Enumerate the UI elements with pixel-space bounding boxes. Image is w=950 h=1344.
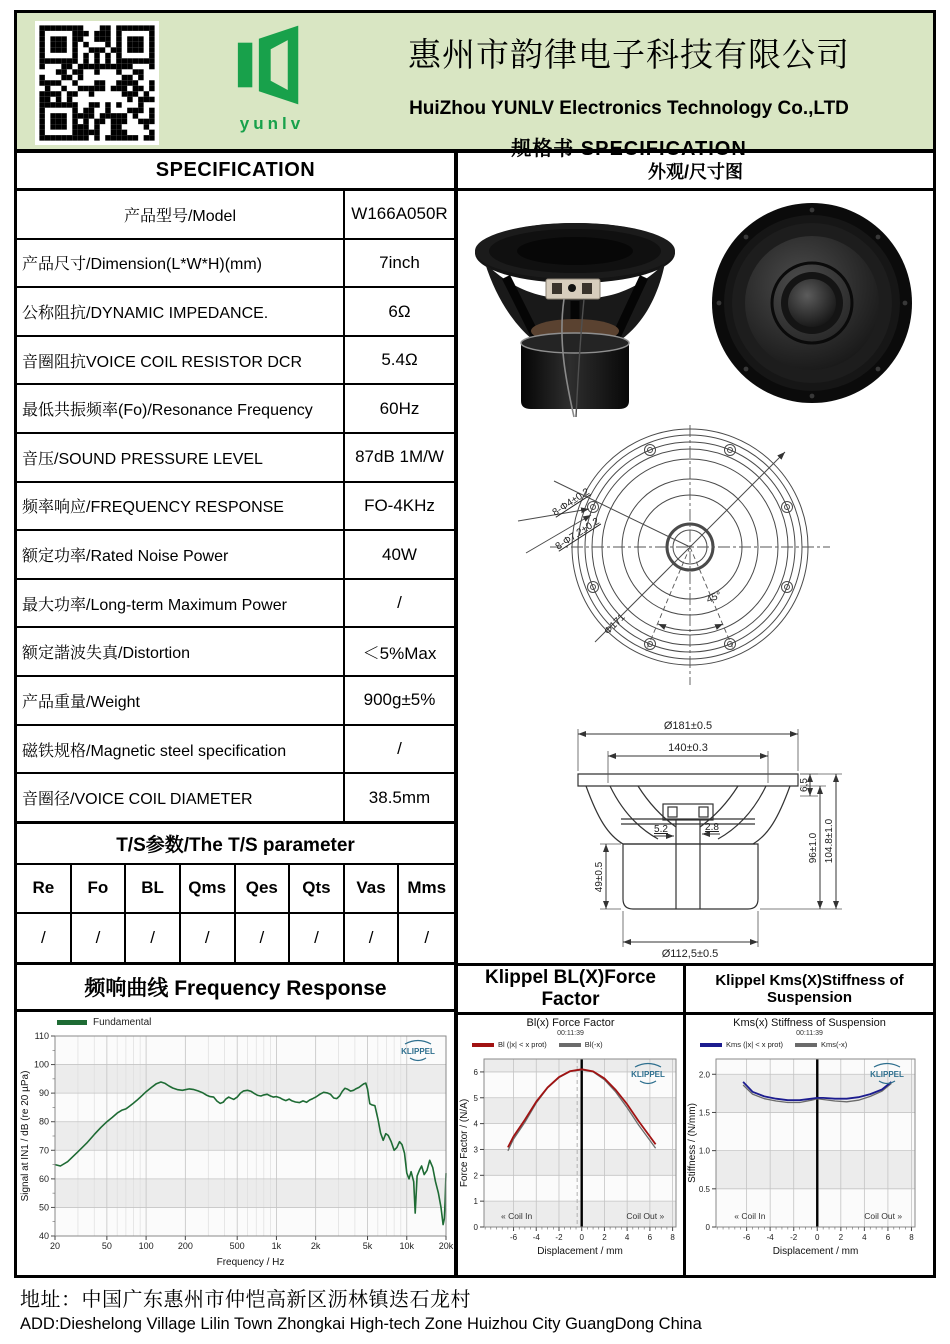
front-dimension-drawing [458, 423, 929, 701]
dim-label-mount-holes: 8-Φ4±0.2 [550, 486, 592, 519]
dim-label-flange-thickness: 6,5 [799, 778, 810, 792]
spec-label: 最低共振频率(Fo)/Resonance Frequency [17, 385, 345, 432]
svg-text:4: 4 [624, 1233, 630, 1242]
spec-label: 磁铁规格/Magnetic steel specification [17, 726, 345, 773]
svg-text:4: 4 [862, 1233, 867, 1242]
svg-text:6: 6 [885, 1233, 891, 1242]
svg-text:« Coil In: « Coil In [501, 1211, 533, 1221]
svg-text:Force Factor / (N/A): Force Factor / (N/A) [459, 1098, 470, 1188]
svg-text:-6: -6 [509, 1233, 518, 1242]
table-row [17, 434, 454, 483]
footer [20, 1283, 940, 1334]
ts-header: Vas [345, 865, 400, 914]
dim-label-diameter: Φ171 [602, 611, 628, 638]
spec-value: 5.4Ω [381, 350, 418, 370]
spec-value: W166A050R [351, 204, 448, 224]
dim-label-gap2: 2.8 [705, 822, 719, 833]
chart-legend [19, 1014, 454, 1030]
kms-panel [686, 966, 933, 1275]
spec-label: 产品尺寸/Dimension(L*W*H)(mm) [17, 240, 345, 287]
svg-text:Coil Out »: Coil Out » [626, 1211, 665, 1221]
dim-label-inner-diameter: 140±0.3 [668, 742, 708, 754]
svg-text:100: 100 [33, 1059, 49, 1070]
svg-text:-6: -6 [743, 1233, 751, 1242]
frequency-response-chart [17, 1012, 454, 1275]
svg-text:-4: -4 [766, 1233, 774, 1242]
svg-text:KLIPPEL: KLIPPEL [631, 1070, 665, 1079]
ts-header: BL [126, 865, 181, 914]
ts-header: Qms [181, 865, 236, 914]
table-row [17, 628, 454, 677]
spec-value: 38.5mm [368, 787, 431, 807]
dim-label-body-height: 96±1.0 [808, 832, 819, 864]
dim-label-magnet-height: 49±0.5 [594, 861, 605, 893]
spec-label: 公称阻抗/DYNAMIC IMPEDANCE. [17, 288, 345, 335]
spec-rows [17, 191, 454, 821]
svg-text:80: 80 [38, 1116, 49, 1127]
legend-item: Fundamental [57, 1017, 151, 1028]
svg-text:0: 0 [473, 1223, 478, 1232]
svg-text:60: 60 [38, 1173, 49, 1184]
ts-header: Re [17, 865, 72, 914]
spec-value: 7inch [379, 252, 420, 272]
spec-label: 产品重量/Weight [17, 677, 345, 724]
kms-chart [686, 1015, 933, 1275]
svg-text:90: 90 [38, 1088, 49, 1099]
bl-plot [458, 1051, 684, 1257]
legend-item: Bl (|x| < x prot) [472, 1040, 547, 1049]
table-row [17, 774, 454, 821]
kms-panel-title: Klippel Kms(X)Stiffness of Suspension [686, 966, 933, 1015]
ts-header: Qes [236, 865, 291, 914]
legend-item: Kms (|x| < x prot) [700, 1040, 783, 1049]
doc-title: 规格书 SPECIFICATION [511, 138, 747, 160]
svg-text:70: 70 [38, 1145, 49, 1156]
table-row [17, 288, 454, 337]
ts-parameter-title: T/S参数/The T/S parameter [17, 821, 454, 865]
svg-text:2: 2 [602, 1233, 607, 1242]
svg-text:6: 6 [473, 1067, 478, 1077]
svg-text:1.5: 1.5 [698, 1108, 710, 1118]
spec-label: 最大功率/Long-term Maximum Power [17, 580, 345, 627]
svg-text:« Coil In: « Coil In [734, 1211, 766, 1221]
svg-text:0: 0 [579, 1233, 584, 1242]
table-row [17, 531, 454, 580]
spec-label: 频率响应/FREQUENCY RESPONSE [17, 483, 345, 530]
appearance-pane [458, 153, 933, 1275]
ts-value: / [126, 914, 181, 963]
appearance-title: 外观/尺寸图 [458, 153, 933, 191]
svg-text:Displacement / mm: Displacement / mm [537, 1246, 623, 1257]
klippel-panels [458, 963, 933, 1275]
svg-text:500: 500 [229, 1241, 245, 1251]
svg-text:20k: 20k [438, 1241, 454, 1251]
svg-text:0: 0 [815, 1233, 820, 1242]
logo-text: yunlv [239, 114, 305, 133]
product-photos [458, 191, 933, 423]
table-row [17, 726, 454, 775]
svg-text:6: 6 [647, 1233, 653, 1242]
ts-parameter-table [17, 865, 454, 962]
svg-text:8: 8 [909, 1233, 914, 1242]
ts-value: / [17, 914, 72, 963]
address-cn: 地址：中国广东惠州市仲恺高新区沥林镇迭石龙村 [20, 1289, 471, 1311]
kms-chart-title: Kms(x) Stiffness of Suspension [733, 1017, 886, 1029]
ts-value: / [72, 914, 127, 963]
ts-header: Fo [72, 865, 127, 914]
bl-chart-time: 00:11:39 [557, 1030, 584, 1037]
spec-label: 音圈径/VOICE COIL DIAMETER [17, 774, 345, 821]
chart-legend [686, 1037, 933, 1051]
svg-text:-2: -2 [555, 1233, 563, 1242]
ts-value: / [236, 914, 291, 963]
ts-header: Mms [399, 865, 454, 914]
svg-text:2: 2 [473, 1171, 478, 1181]
dim-label-gap1: 5.2 [654, 824, 668, 835]
svg-text:2.0: 2.0 [698, 1070, 710, 1080]
svg-text:KLIPPEL: KLIPPEL [401, 1047, 435, 1056]
chart-legend [458, 1037, 683, 1051]
spec-value: / [397, 739, 402, 758]
dim-label-total-height: 104.8±1.0 [824, 818, 835, 864]
speaker-photo-side [458, 191, 693, 423]
ts-value: / [290, 914, 345, 963]
company-name-en: HuiZhou YUNLV Electronics Technology Co.,LTD [409, 98, 849, 119]
bl-chart-title: Bl(x) Force Factor [526, 1017, 615, 1029]
ts-value: / [345, 914, 400, 963]
svg-text:50: 50 [101, 1241, 112, 1251]
main-table [14, 150, 936, 1278]
spec-value: ＜5%Max [362, 644, 437, 664]
spec-value: 6Ω [388, 301, 411, 321]
side-dimension-drawing [458, 701, 929, 963]
table-row [17, 580, 454, 629]
header [14, 10, 936, 160]
svg-text:4: 4 [473, 1119, 478, 1129]
svg-text:1.0: 1.0 [698, 1146, 710, 1156]
table-row [17, 677, 454, 726]
svg-text:100: 100 [138, 1241, 154, 1251]
spec-value: 40W [382, 544, 417, 564]
ts-value: / [424, 927, 430, 947]
dim-label-counterbore: 8-Φ7.2±0.2 [553, 515, 602, 553]
svg-text:-2: -2 [790, 1233, 798, 1242]
company-name-cn: 惠州市韵律电子科技有限公司 [408, 36, 850, 73]
spec-value: 60Hz [379, 398, 420, 418]
address-en: ADD:Dieshelong Village Lilin Town Zhongkai High-tech Zone Huizhou City GuangDong China [20, 1315, 702, 1333]
table-row [17, 240, 454, 289]
spec-label: 音圈阻抗VOICE COIL RESISTOR DCR [17, 337, 345, 384]
qr-code-image [35, 21, 159, 145]
svg-text:40: 40 [38, 1231, 49, 1241]
svg-text:Frequency / Hz: Frequency / Hz [216, 1257, 285, 1268]
company-logo [213, 23, 331, 149]
spec-value: 87dB 1M/W [355, 447, 444, 467]
spec-title: SPECIFICATION [17, 153, 454, 191]
svg-text:20: 20 [49, 1241, 61, 1251]
dim-label-outer-diameter: Ø181±0.5 [663, 720, 713, 732]
legend-item: Kms(-x) [795, 1040, 847, 1049]
speaker-photo-front [693, 191, 929, 423]
spec-label: 产品型号/Model [17, 191, 345, 238]
table-row [17, 191, 454, 240]
svg-text:Coil Out »: Coil Out » [864, 1211, 903, 1221]
svg-text:200: 200 [177, 1241, 193, 1251]
svg-text:0.5: 0.5 [698, 1184, 710, 1194]
ts-value: / [181, 914, 236, 963]
svg-text:0: 0 [705, 1223, 710, 1232]
kms-plot [686, 1051, 923, 1257]
legend-item: Bl(-x) [559, 1040, 603, 1049]
svg-text:110: 110 [34, 1031, 49, 1041]
frequency-response-title: 频响曲线 Frequency Response [17, 962, 454, 1012]
bl-panel-title: Klippel BL(X)Force Factor [458, 966, 683, 1015]
qr-code [35, 21, 159, 145]
frequency-response-plot [19, 1030, 456, 1268]
svg-text:Signal at IN1 / dB (re 20 µPa): Signal at IN1 / dB (re 20 µPa) [20, 1070, 31, 1202]
table-row [17, 483, 454, 532]
svg-text:3: 3 [473, 1145, 478, 1155]
table-row [17, 337, 454, 386]
spec-label: 额定功率/Rated Noise Power [17, 531, 345, 578]
svg-text:5: 5 [473, 1093, 478, 1103]
bl-panel [458, 966, 686, 1275]
bl-chart [458, 1015, 683, 1275]
spec-label: 额定諧波失真/Distortion [17, 628, 345, 675]
svg-text:1: 1 [473, 1197, 478, 1207]
speaker-logo-icon [229, 23, 315, 107]
spec-value: 900g±5% [363, 690, 436, 710]
svg-text:KLIPPEL: KLIPPEL [870, 1070, 904, 1079]
spec-label: 音压/SOUND PRESSURE LEVEL [17, 434, 345, 481]
svg-text:2k: 2k [310, 1241, 321, 1251]
ts-header: Qts [290, 865, 345, 914]
dim-label-angle: 45° [705, 589, 724, 606]
svg-text:1k: 1k [271, 1241, 282, 1251]
table-row [17, 385, 454, 434]
svg-text:5k: 5k [362, 1241, 373, 1251]
spec-value: FO-4KHz [364, 495, 435, 515]
svg-text:Displacement / mm: Displacement / mm [772, 1246, 859, 1257]
svg-text:-4: -4 [532, 1233, 540, 1242]
svg-text:Stiffness / (N/mm): Stiffness / (N/mm) [687, 1103, 698, 1183]
svg-text:50: 50 [38, 1202, 49, 1213]
spec-value: / [397, 593, 402, 613]
svg-text:8: 8 [670, 1233, 675, 1242]
svg-text:2: 2 [838, 1233, 844, 1242]
dim-label-magnet-diameter: Ø112,5±0.5 [661, 948, 719, 960]
spec-pane [17, 153, 458, 1275]
header-text [339, 13, 919, 160]
kms-chart-time: 00:11:39 [796, 1030, 823, 1037]
svg-text:10k: 10k [399, 1241, 415, 1251]
